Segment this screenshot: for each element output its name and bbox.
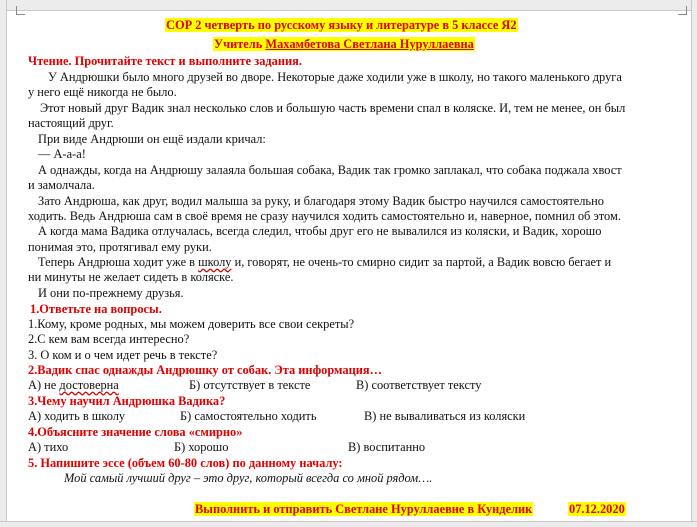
teacher-name: Махамбетова Светлана Нуруллаевна [265, 37, 474, 51]
question-3-option-a: А) ходить в школу [28, 409, 126, 423]
question-2-option-c: В) соответствует тексту [356, 378, 482, 392]
question-5-title: 5. Напишите эссе (объем 60-80 слов) по данному началу: [28, 456, 343, 470]
question-2-option-a [28, 378, 119, 393]
question-1-title: 1.Ответьте на вопросы. [30, 302, 162, 316]
document-title [165, 18, 518, 33]
question-3-option-c: В) не вываливаться из коляски [364, 409, 526, 423]
teacher-prefix: Учитель [214, 37, 266, 51]
window-frame-top [0, 0, 697, 11]
text-line-12: понимая это, протягивал ему руки. [28, 240, 212, 254]
question-2-title: 2.Вадик спас однажды Андрюшку от собак. Эта информация… [28, 363, 382, 377]
question-2-option-a-prefix: А) не [28, 378, 60, 392]
question-4-title: 4.Объясните значение слова «смирно» [28, 425, 243, 439]
teacher-line-text [213, 37, 475, 51]
question-3-option-b: Б) самостоятельно ходить [180, 409, 317, 423]
document-title-text: СОР 2 четверть по русскому языку и литературе в 5 классе Я2 [166, 18, 517, 32]
window-frame-left [0, 0, 7, 527]
text-line-5: При виде Андрюши он ещё издали кричал: [38, 132, 266, 146]
teacher-line [213, 37, 475, 52]
question-1-item-1: 1.Кому, кроме родных, мы можем доверить все свои секреты? [28, 317, 355, 331]
margin-corner-mark [16, 6, 25, 15]
text-line-10: ходить. Ведь Андрюша сам в своё время не сразу научился ходить самостоятельно и, наверное, помнил об этом. [28, 209, 621, 223]
text-line-13-start: Теперь Андрюша ходит уже в [38, 255, 199, 269]
footer-date [568, 502, 626, 517]
window-frame-bottom [0, 521, 697, 527]
text-line-1: У Андрюшки было много друзей во дворе. Некоторые даже ходили уже в школу, но такого маленького друга [48, 70, 622, 84]
question-4-option-b: Б) хорошо [174, 440, 229, 454]
text-line-11: А когда мама Вадика отлучалась, всегда следил, чтобы друг его не вывалился из коляски, и Вадик, хорошо [38, 224, 602, 238]
footer-instruction [194, 502, 533, 517]
question-3-title: 3.Чему научил Андрюшка Вадика? [28, 394, 226, 408]
text-line-7: А однажды, когда на Андрюшу залаяла большая собака, Вадик так громко заплакал, что собака поджала хвост [38, 163, 622, 177]
footer-date-text: 07.12.2020 [569, 502, 625, 516]
window-frame-right [691, 0, 697, 527]
text-line-13 [38, 255, 611, 270]
text-line-13-end: и, говорят, не очень-то смирно сидит за партой, а Вадик вовсю бегает и [231, 255, 612, 269]
misspelled-word: школу [198, 255, 232, 269]
text-line-3: Этот новый друг Вадик знал несколько слов и большую часть времени спал в коляске. И, тем не менее, он был [40, 101, 626, 115]
text-line-9: Зато Андрюша, как друг, водил малыша за руку, и благодаря этому Вадик быстро научился самостоятельно [38, 194, 604, 208]
text-line-8: и замолчала. [28, 178, 95, 192]
question-4-option-c: В) воспитанно [348, 440, 426, 454]
text-line-2: у него ещё никогда не было. [28, 85, 177, 99]
text-line-15: И они по-прежнему друзья. [38, 286, 184, 300]
question-2-option-b: Б) отсутствует в тексте [189, 378, 311, 392]
footer-instruction-text: Выполнить и отправить Светлане Нуруллаевне в Кунделик [195, 502, 533, 516]
margin-corner-mark-right [678, 6, 687, 15]
question-1-item-3: 3. О ком и о чем идет речь в тексте? [28, 348, 218, 362]
text-line-14: ни минуты не желает сидеть в коляске. [28, 270, 234, 284]
reading-task: Чтение. Прочитайте текст и выполните задания. [28, 54, 302, 68]
question-1-item-2: 2.С кем вам всегда интересно? [28, 332, 190, 346]
text-line-4: настоящий друг. [28, 116, 114, 130]
question-2-option-a-word: достоверна [59, 378, 119, 392]
question-4-option-a: А) тихо [28, 440, 69, 454]
essay-start: Мой самый лучший друг – это друг, который всегда со мной рядом…. [64, 471, 433, 485]
text-line-6: — А-а-а! [38, 147, 86, 161]
